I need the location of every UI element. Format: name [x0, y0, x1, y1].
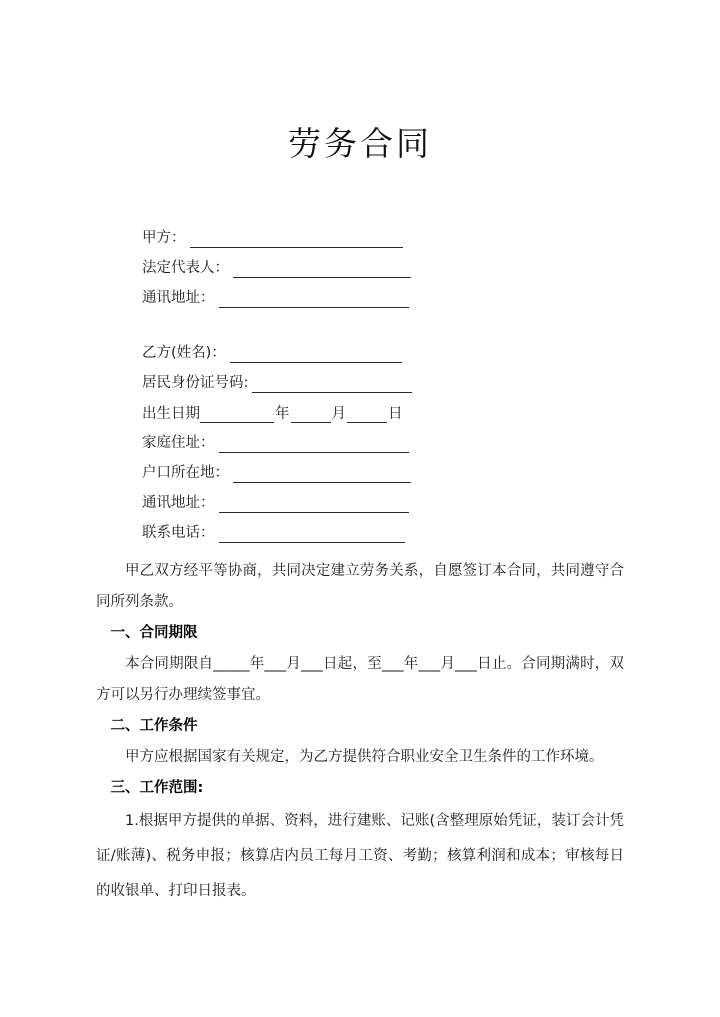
form-row-birth-date — [142, 393, 412, 423]
form-row-party-a-name — [142, 218, 411, 248]
unit-month: 月 — [331, 406, 346, 422]
field-label-party-a: 甲方： — [142, 230, 186, 246]
section-heading-work-scope: 三、工作范围: — [110, 780, 204, 796]
field-blank-id-number[interactable] — [252, 377, 412, 393]
section-heading-contract-term: 一、合同期限 — [110, 625, 198, 641]
field-blank-household-location[interactable] — [233, 467, 411, 483]
form-row-household-location — [142, 453, 412, 483]
field-label-id-number: 居民身份证号码: — [142, 375, 249, 391]
field-blank-birth-month[interactable] — [291, 407, 331, 423]
field-blank-home-address[interactable] — [219, 437, 409, 453]
section-item-work-scope-1: 1.根据甲方提供的单据、资料，进行建账、记账(含整理原始凭证，装订会计凭证/账薄)、税务申报；核算店内员工每月工资、考勤；核算利润和成本；审核每日的收银单、打印日报表。 — [96, 813, 624, 899]
unit-day: 日 — [388, 406, 403, 422]
field-blank-legal-representative[interactable] — [233, 262, 411, 278]
section-paragraph-contract-term: 本合同期限自_____年___月___日起，至___年___月___日止。合同期满时，双方可以另行办理续签事宜。 — [96, 656, 624, 703]
field-label-party-b-address: 通讯地址： — [142, 495, 215, 511]
field-blank-birth-year[interactable] — [200, 407, 274, 423]
field-label-legal-representative: 法定代表人： — [142, 260, 229, 276]
field-label-party-b-name: 乙方(姓名)： — [142, 345, 226, 361]
field-blank-birth-day[interactable] — [347, 407, 387, 423]
field-blank-party-a[interactable] — [190, 232, 403, 248]
field-blank-party-b-name[interactable] — [230, 347, 402, 363]
party-b-form-block — [142, 333, 412, 543]
field-blank-phone[interactable] — [219, 527, 405, 543]
preamble-paragraph: 甲乙双方经平等协商，共同决定建立劳务关系，自愿签订本合同，共同遵守合同所列条款。 — [96, 563, 624, 610]
field-label-birth-date: 出生日期 — [142, 406, 200, 422]
section-heading-working-conditions: 二、工作条件 — [110, 718, 198, 734]
form-row-party-a-address — [142, 278, 411, 308]
field-blank-party-b-address[interactable] — [219, 497, 409, 513]
party-a-form-block — [142, 218, 411, 308]
section-paragraph-working-conditions: 甲方应根据国家有关规定，为乙方提供符合职业安全卫生条件的工作环境。 — [125, 749, 604, 765]
form-row-party-b-address — [142, 483, 412, 513]
page-title: 劳务合同 — [288, 124, 432, 163]
unit-year: 年 — [275, 406, 290, 422]
form-row-home-address — [142, 423, 412, 453]
form-row-party-b-name — [142, 333, 412, 363]
field-label-household-location: 户口所在地： — [142, 465, 229, 481]
field-label-party-a-address: 通讯地址： — [142, 290, 215, 306]
document-body — [96, 556, 624, 909]
field-label-home-address: 家庭住址： — [142, 435, 215, 451]
field-label-phone: 联系电话： — [142, 525, 215, 541]
form-row-legal-representative — [142, 248, 411, 278]
form-row-id-number — [142, 363, 412, 393]
form-row-phone — [142, 513, 412, 543]
field-blank-party-a-address[interactable] — [219, 292, 409, 308]
